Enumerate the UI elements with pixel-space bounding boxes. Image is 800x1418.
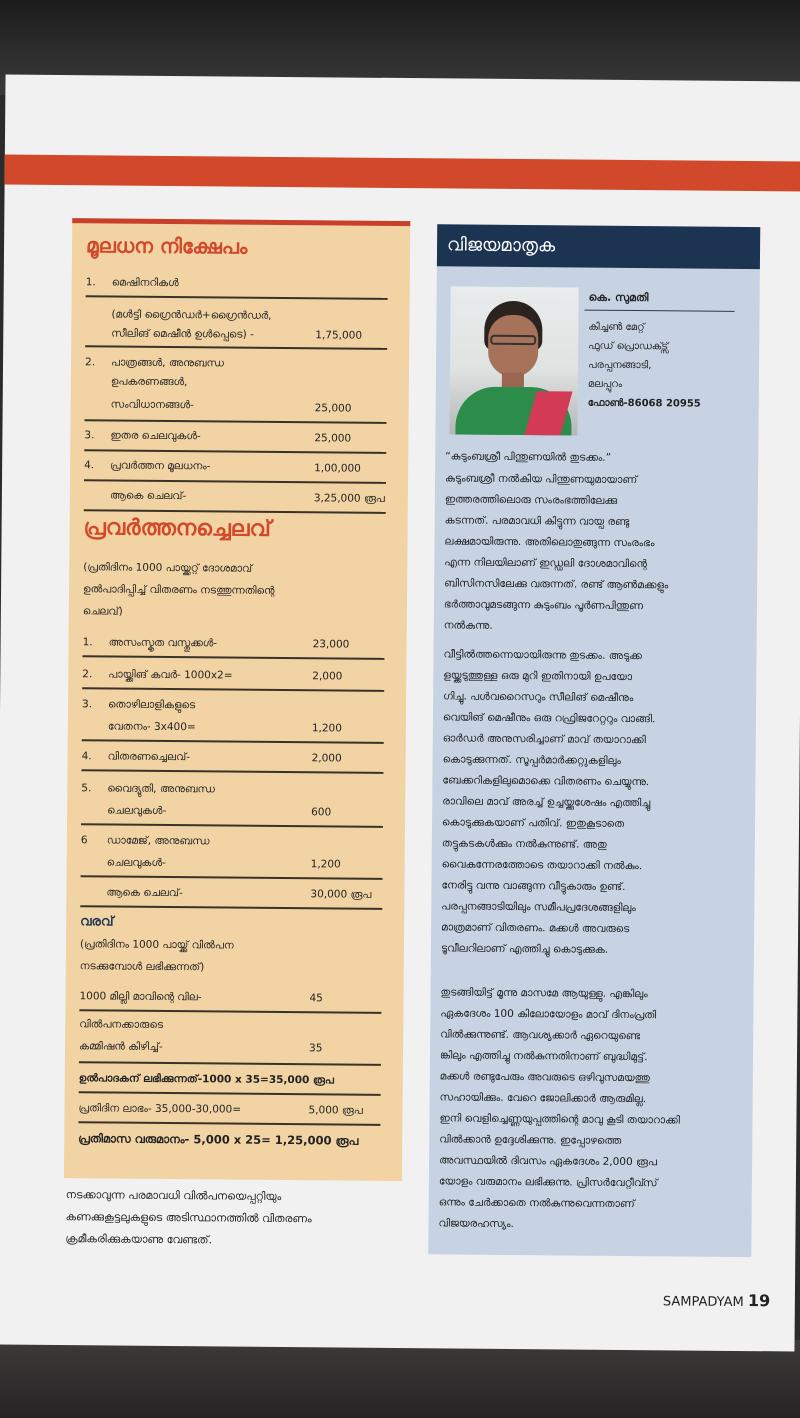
story-line: ഓർഡർ അനുസരിച്ചാണ് മാവ് തയാറാക്കി	[442, 732, 646, 747]
divider	[79, 1009, 381, 1014]
person-name: കെ. സുമതി	[588, 290, 649, 305]
operating-item-5-line1: വൈദ്യുതി, അനുബന്ധ	[107, 782, 215, 796]
divider	[81, 769, 383, 774]
operating-item-3-num: 3.	[82, 698, 93, 711]
revenue-title: വരവ്	[80, 914, 114, 930]
operating-item-5-line2: ചെലവുകൾ-	[107, 804, 167, 817]
capital-item-1-num: 1.	[85, 276, 96, 289]
story-line: ടൂവീലറിലാണ് എത്തിച്ചു കൊടുക്കുക.	[440, 942, 609, 956]
operating-item-5-num: 5.	[81, 782, 92, 795]
story-line: ഭർത്താവുമടങ്ങുന്ന കുടുംബം പൂർണപിന്തുണ	[443, 598, 644, 613]
story-line: ഇത്തരത്തിലൊരു സംരംഭത്തിലേക്കു	[444, 493, 618, 507]
story-line: തട്ടുകടകൾക്കും നൽകുന്നുണ്ട്. അതു	[441, 837, 607, 851]
divider	[80, 905, 382, 910]
divider	[84, 479, 386, 484]
story-line: എന്ന നിലയിലാണ് ഇഡ്ഡലി ദോശമാവിന്റെ	[444, 556, 648, 571]
story-line: ബേക്കറികളിലുമൊക്കെ വിതരണം ചെയ്യുന്നു.	[442, 774, 650, 789]
profit-value: 5,000 രൂപ	[308, 1104, 363, 1117]
divider	[85, 419, 387, 424]
commission-value: 35	[309, 1042, 323, 1055]
capital-item-3-label: ഇതര ചെലവുകൾ-	[110, 429, 201, 443]
story-line: വിൽക്കാൻ ഉദ്ദേശിക്കുന്നു. ഇപ്പോഴത്തെ	[439, 1133, 622, 1147]
story-line: നൽകുന്നു.	[443, 619, 493, 632]
revenue-intro-2: നടക്കുമ്പോൾ ലഭിക്കുന്നത്)	[79, 960, 205, 974]
operating-item-1-label: അസംസ്കൃത വസ്തുക്കൾ-	[108, 636, 218, 650]
story-line: കൊടുക്കുന്നത്. സൂപ്പർമാർക്കറ്റുകളിലും	[442, 753, 621, 767]
page-footer	[663, 1290, 770, 1310]
story-line: ബിസിനസിലേക്കു വരുന്നത്. രണ്ട് ആൺമക്കളും	[444, 577, 669, 592]
story-line: ഒന്നും ചേർക്കാതെ നൽകുന്നുവെന്നതാണ്	[438, 1196, 635, 1211]
story-line: പരപ്പനങ്ങാടിയിലും സമീപപ്രദേശങ്ങളിലും	[441, 900, 636, 915]
capital-item-1b-line2: സീലിങ് മെഷീൻ ഉൾപ്പെടെ) -	[111, 327, 254, 341]
capital-item-2-line3: സംവിധാനങ്ങൾ-	[110, 398, 194, 412]
operating-item-2-value: 2,000	[312, 670, 343, 683]
capital-item-4-label: പ്രവർത്തന മൂലധനം-	[110, 459, 211, 473]
story-line: കൊടുക്കുകയാണ് പതിവ്. ഇതുകൂടാതെ	[441, 816, 625, 830]
price-value: 45	[309, 992, 323, 1005]
operating-total-label: ആകെ ചെലവ്-	[106, 886, 183, 900]
story-line: അവസ്ഥയിൽ ദിവസം ഏകദേശം 2,000 രൂപ	[439, 1154, 657, 1169]
story-line: മാത്രമാണ് വിതരണം. മക്കൾ അവരുടെ	[441, 921, 630, 936]
divider	[82, 687, 384, 692]
capital-total-label: ആകെ ചെലവ്-	[109, 489, 187, 503]
capital-title: മൂലധന നിക്ഷേപം	[85, 233, 248, 259]
story-line: വിൽക്കുന്നുണ്ട്. ആവശ്യക്കാർ ഏറെയുണ്ടെ	[440, 1028, 641, 1043]
capital-item-4-value: 1,00,000	[314, 462, 361, 475]
person-line-1: കിച്ചൺ മേറ്റ്	[588, 321, 645, 334]
investment-table-box	[64, 218, 410, 1181]
person-line-3: പരപ്പനങ്ങാടി,	[587, 359, 652, 372]
divider	[78, 1121, 380, 1126]
below-box-text-1: നടക്കാവുന്ന പരമാവധി വിൽപനയെപ്പറ്റിയും	[65, 1188, 282, 1203]
header-stripe	[5, 155, 800, 192]
operating-item-2-num: 2.	[82, 668, 93, 681]
operating-item-4-label: വിതരണച്ചെലവ്-	[107, 750, 191, 764]
capital-item-3-num: 3.	[84, 429, 95, 442]
story-line: ഗിച്ചു. പൾവറൈസറും സീലിങ് മെഷീനും	[443, 690, 634, 705]
story-line: തുടങ്ങിയിട്ട് മൂന്നു മാസമേ ആയുള്ളു. എങ്കിലും	[440, 986, 648, 1001]
below-box-text-2: കണക്കുകൂട്ടലുകളുടെ അടിസ്ഥാനത്തിൽ വിതരണം	[65, 1210, 312, 1226]
story-line: കടന്നത്. പരമാവധി കിട്ടുന്ന വായ്പ രണ്ടു	[444, 514, 630, 528]
price-label: 1000 മില്ലി മാവിന്റെ വില-	[79, 990, 202, 1004]
person-phone: ഫോൺ-86068 20955	[587, 397, 701, 410]
page-number: 19	[747, 1291, 771, 1311]
profit-label: പ്രതിദിന ലാഭം- 35,000-30,000=	[78, 1102, 242, 1116]
story-line: സഹായിക്കും. വേറെ ജോലിക്കാർ ആരുമില്ല.	[439, 1091, 647, 1106]
commission-line1: വിൽപനക്കാരുടെ	[79, 1018, 164, 1031]
divider	[79, 1061, 381, 1066]
operating-intro-1: (പ്രതിദിനം 1000 പായ്ക്കറ്റ് ദോശമാവ്	[83, 561, 253, 575]
magazine-name: SAMPADYAM	[662, 1294, 744, 1311]
story-line: വിജയരഹസ്യം.	[438, 1217, 514, 1231]
divider	[81, 823, 383, 828]
operating-item-1-num: 1.	[82, 636, 93, 649]
operating-item-6-line2: ചെലവുകൾ-	[106, 856, 166, 869]
story-line: വൈകുന്നേരത്തോടെ തയാറാക്കി നൽകും.	[441, 858, 643, 873]
capital-total-value: 3,25,000 രൂപ	[313, 492, 385, 505]
commission-line2: കമ്മിഷൻ കിഴിച്ച്-	[79, 1040, 163, 1053]
operating-item-3-line1: തൊഴിലാളികളുടെ	[108, 698, 196, 712]
story-line: മക്കൾ രണ്ടുപേരും അവരുടെ ഒഴിവുസമയത്തു	[439, 1070, 650, 1085]
divider	[81, 875, 383, 880]
operating-item-6-value: 1,200	[310, 858, 341, 871]
operating-item-2-label: പായ്ക്കിങ് കവർ- 1000x2=	[108, 668, 233, 682]
story-line: ലക്ഷമായിരുന്നു. അതിലൊതുങ്ങുന്ന സംരംഭം	[444, 535, 655, 550]
magazine-page	[0, 75, 800, 1352]
operating-item-3-line2: വേതനം- 3x400=	[107, 720, 196, 734]
background-bottom	[0, 1340, 800, 1418]
operating-item-6-num: 6	[80, 834, 88, 847]
capital-item-2-num: 2.	[84, 356, 96, 369]
story-line: രാവിലെ മാവ് അരച്ച് ഉച്ചയ്ക്കുശേഷം എത്തിച്ചു	[442, 795, 651, 810]
divider	[79, 1091, 381, 1096]
success-story-box	[428, 224, 760, 1257]
capital-item-1b-line1: (മൾട്ടി ഗ്രൈൻഡർ+ഗ്രൈൻഡർ,	[111, 308, 272, 322]
story-line: കുടുംബശ്രീ നൽകിയ പിന്തുണയുമായാണ്	[444, 472, 638, 487]
story-lead: “കുടുംബശ്രീ പിന്തുണയിൽ തുടക്കം.”	[445, 450, 612, 464]
capital-item-2-line2: ഉപകരണങ്ങൾ,	[110, 375, 188, 389]
operating-intro-2: ഉൽപാദിപ്പിച്ച് വിതരണം നടത്തുന്നതിന്റെ	[83, 583, 275, 597]
capital-item-4-num: 4.	[84, 459, 95, 472]
success-header: വിജയമാതൃക	[437, 224, 760, 269]
divider	[84, 449, 386, 454]
operating-total-value: 30,000 രൂപ	[310, 888, 372, 901]
capital-item-3-value: 25,000	[314, 432, 352, 445]
operating-item-4-value: 2,000	[311, 752, 342, 765]
divider	[86, 295, 388, 300]
story-line: നേരിട്ടു വന്നു വാങ്ങുന്ന വീട്ടുകാരും ഉണ്ട്.	[441, 879, 626, 893]
person-photo	[449, 286, 578, 435]
operating-title: പ്രവർത്തനച്ചെലവ്	[83, 515, 271, 542]
story-line: ഏകദേശം 100 കിലോയോളം മാവ് ദിനംപ്രതി	[440, 1007, 657, 1022]
divider	[84, 509, 386, 514]
operating-intro-3: ചെലവ്)	[82, 605, 123, 618]
operating-item-3-value: 1,200	[311, 722, 342, 735]
divider	[85, 345, 387, 350]
person-line-2: ഫുഡ് പ്രൊഡക്ട്സ്	[588, 340, 669, 353]
below-box-text-3: ക്രമീകരിക്കുകയാണു വേണ്ടത്.	[65, 1232, 213, 1247]
capital-item-1-value: 1,75,000	[315, 329, 363, 342]
story-line: വീട്ടിൽത്തന്നെയായിരുന്നു തുടക്കം. അടുക്ക	[443, 648, 642, 663]
divider	[82, 739, 384, 744]
story-line: ഇനി വെളിച്ചെണ്ണയുപ്പത്തിന്റെ മാവു കൂടി തയാറാക്കി	[439, 1112, 681, 1127]
divider	[82, 655, 384, 660]
capital-item-1-label: മെഷിനറികൾ	[111, 276, 179, 290]
monthly-income: പ്രതിമാസ വരുമാനം- 5,000 x 25= 1,25,000 രൂപ	[78, 1131, 359, 1148]
person-line-4: മലപ്പുറം	[587, 378, 623, 390]
capital-item-2-value: 25,000	[314, 402, 352, 415]
story-line: വെയിങ് മെഷീനും ഒരു റഫ്രിജറേറ്ററും വാങ്ങി.	[442, 711, 656, 726]
divider	[585, 310, 735, 312]
producer-earning: ഉൽപാദകന് ലഭിക്കുന്നത്-1000 x 35=35,000 രൂപ	[78, 1072, 334, 1087]
revenue-intro-1: (പ്രതിദിനം 1000 പായ്ക്ക് വിൽപന	[79, 938, 234, 952]
operating-item-4-num: 4.	[81, 750, 92, 763]
capital-item-2-line1: പാത്രങ്ങൾ, അനുബന്ധ	[110, 356, 224, 370]
story-line: ളയ്ക്കടുത്തുള്ള ഒരു മുറി ഇതിനായി ഉപയോ	[443, 669, 633, 684]
story-line: യോളം വരുമാനം ലഭിക്കുന്നു. പ്രിസർവേറ്റീവ്സ്	[438, 1175, 658, 1190]
operating-item-5-value: 600	[311, 806, 332, 819]
story-line: ങ്കിലും എത്തിച്ചു നൽകുന്നതിനാണ് ബുദ്ധിമുട്ട്.	[439, 1049, 648, 1064]
operating-item-6-line1: ഡാമേജ്, അനുബന്ധ	[106, 834, 210, 848]
operating-item-1-value: 23,000	[312, 638, 350, 651]
